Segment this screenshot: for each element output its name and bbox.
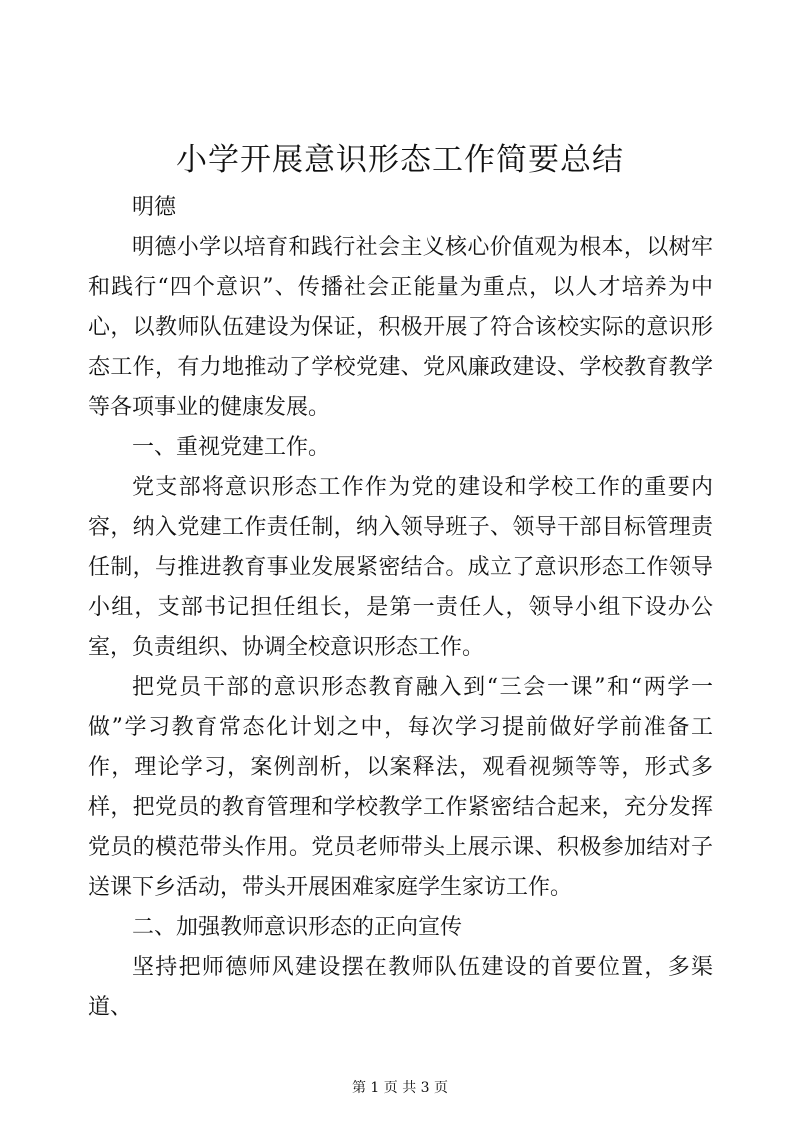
page-footer: 第 1 页 共 3 页 (351, 1080, 449, 1096)
paragraph-intro: 明德小学以培育和践行社会主义核心价值观为根本，以树牢和践行“四个意识”、传播社会正能量为重点，以人才培养为中心，以教师队伍建设为保证，积极开展了符合该校实际的意识形态工作，有力地推动了学校党建、党风廉政建设、学校教育教学等各项事业的健康发展。 (88, 235, 713, 420)
section-heading-1: 一、重视党建工作。 (132, 435, 331, 460)
paragraph-teacher-ethics: 坚持把师德师风建设摆在教师队伍建设的首要位置，多渠道、 (88, 955, 713, 1020)
author-line: 明德 (132, 195, 177, 220)
paragraph-party-branch: 党支部将意识形态工作作为党的建设和学校工作的重要内容，纳入党建工作责任制，纳入领导班子、领导干部目标管理责任制，与推进教育事业发展紧密结合。成立了意识形态工作领导小组，支部书记担任组长，是第一责任人，领导小组下设办公室，负责组织、协调全校意识形态工作。 (88, 475, 713, 660)
document-title: 小学开展意识形态工作简要总结 (176, 142, 624, 178)
paragraph-party-education: 把党员干部的意识形态教育融入到“三会一课”和“两学一做”学习教育常态化计划之中，每次学习提前做好学前准备工作，理论学习，案例剖析，以案释法，观看视频等等，形式多样，把党员的教育管理和学校教学工作紧密结合起来，充分发挥党员的模范带头作用。党员老师带头上展示课、积极参加结对子送课下乡活动，带头开展困难家庭学生家访工作。 (88, 675, 713, 900)
section-heading-2: 二、加强教师意识形态的正向宣传 (132, 915, 463, 940)
document-body (88, 188, 713, 1028)
